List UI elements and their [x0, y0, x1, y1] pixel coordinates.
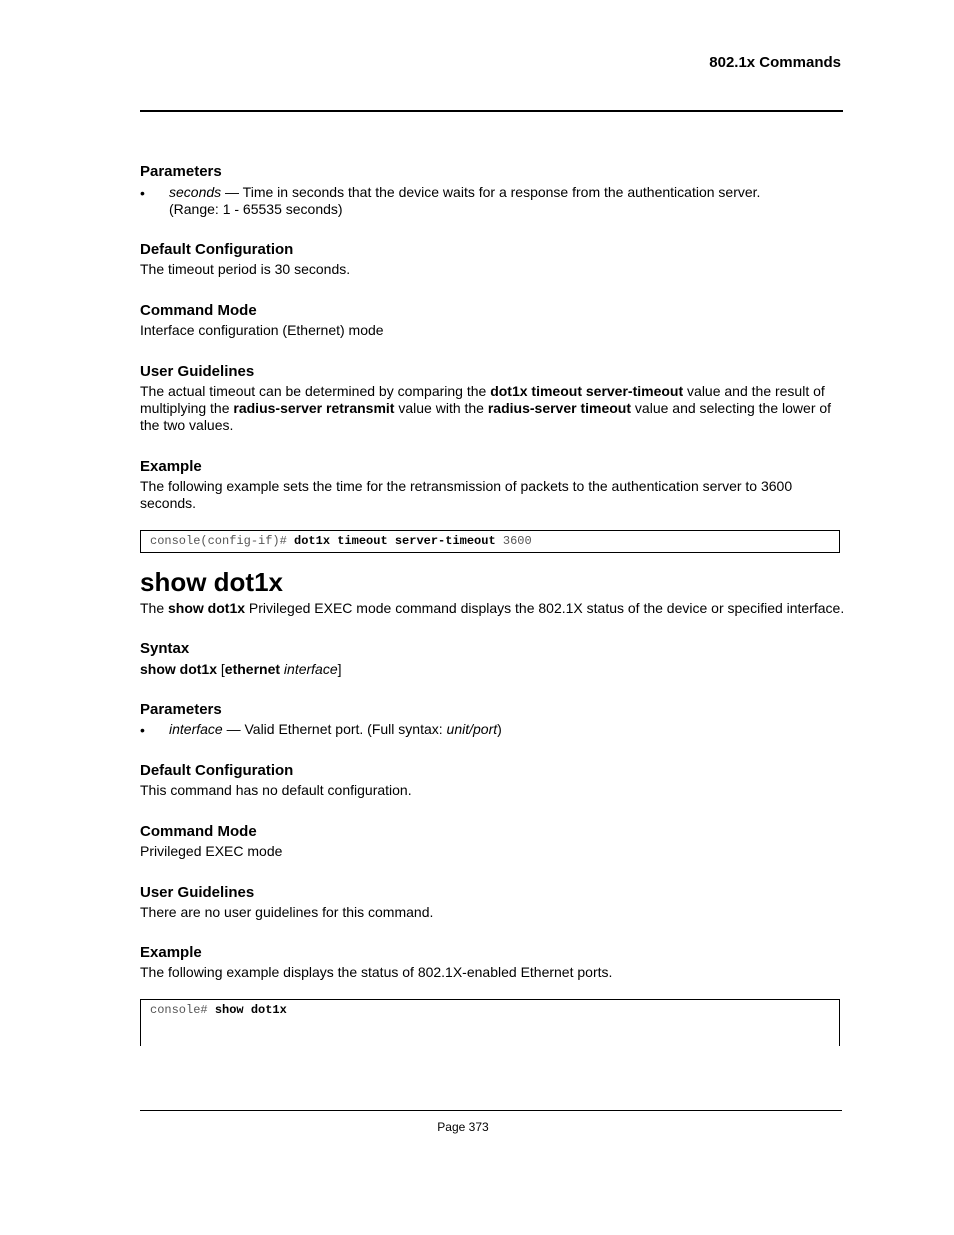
- page-header-title: 802.1x Commands: [709, 54, 841, 71]
- user-guidelines-text: [140, 383, 842, 434]
- parameters-heading: Parameters: [140, 701, 222, 718]
- param-desc: — Time in seconds that the device waits for a response from the authentication server.: [221, 184, 761, 200]
- text: value with the: [394, 400, 488, 416]
- code-example: [140, 530, 840, 553]
- prompt: console(config-if)#: [150, 534, 295, 548]
- default-config-text: The timeout period is 30 seconds.: [140, 261, 351, 277]
- command-mode-heading: Command Mode: [140, 302, 257, 319]
- command: show dot1x: [140, 661, 218, 677]
- user-guidelines-heading: User Guidelines: [140, 363, 255, 380]
- argument: 3600: [495, 534, 532, 548]
- command-title: show dot1x: [140, 567, 284, 597]
- command-description: [140, 600, 860, 617]
- text: value and the result of multiplying the: [140, 383, 825, 416]
- keyword: dot1x timeout server-timeout: [490, 383, 684, 399]
- user-guidelines-text: There are no user guidelines for this command.: [140, 904, 434, 920]
- page-number: Page 373: [437, 1120, 489, 1134]
- bracket: [: [217, 661, 225, 677]
- keyword: radius-server retransmit: [233, 400, 395, 416]
- param-desc: — Valid Ethernet port. (Full syntax:: [222, 721, 447, 737]
- text: The: [140, 600, 169, 616]
- bullet: •: [140, 185, 145, 201]
- example-heading: Example: [140, 458, 202, 475]
- syntax-heading: Syntax: [140, 640, 190, 657]
- code-example: [140, 999, 840, 1046]
- keyword: radius-server timeout: [487, 400, 632, 416]
- text: The actual timeout can be determined by comparing the: [140, 383, 491, 399]
- command: dot1x timeout server-timeout: [294, 534, 496, 548]
- argument: interface: [283, 661, 338, 677]
- command-mode-text: Privileged EXEC mode: [140, 843, 283, 859]
- example-text: The following example sets the time for the retransmission of packets to the authentication server to 3600 seconds.: [140, 478, 793, 511]
- example-heading: Example: [140, 944, 202, 961]
- default-config-heading: Default Configuration: [140, 241, 294, 258]
- command: show dot1x: [214, 1003, 287, 1017]
- example-text: The following example displays the status of 802.1X-enabled Ethernet ports.: [140, 964, 613, 980]
- keyword: ethernet: [224, 661, 281, 677]
- bracket: ]: [337, 661, 342, 677]
- syntax-line: [140, 661, 342, 678]
- param-range: (Range: 1 - 65535 seconds): [169, 201, 343, 217]
- header-rule: [140, 110, 843, 112]
- user-guidelines-heading: User Guidelines: [140, 884, 255, 901]
- parameter-item: [169, 721, 502, 738]
- text: value and selecting the lower of the two values.: [140, 400, 832, 433]
- command-mode-text: Interface configuration (Ethernet) mode: [140, 322, 384, 338]
- text: Privileged EXEC mode command displays the 802.1X status of the device or specified interface.: [245, 600, 845, 616]
- prompt: console#: [150, 1003, 215, 1017]
- parameter-item: [169, 184, 760, 201]
- text: ): [497, 721, 502, 737]
- command-mode-heading: Command Mode: [140, 823, 257, 840]
- default-config-heading: Default Configuration: [140, 762, 294, 779]
- bullet: •: [140, 722, 145, 738]
- keyword: show dot1x: [168, 600, 246, 616]
- footer-rule: [140, 1110, 842, 1111]
- param-syntax: unit/port: [446, 721, 498, 737]
- param-name: interface: [169, 721, 223, 737]
- param-name: seconds: [169, 184, 222, 200]
- default-config-text: This command has no default configuration.: [140, 782, 412, 798]
- parameters-heading: Parameters: [140, 163, 222, 180]
